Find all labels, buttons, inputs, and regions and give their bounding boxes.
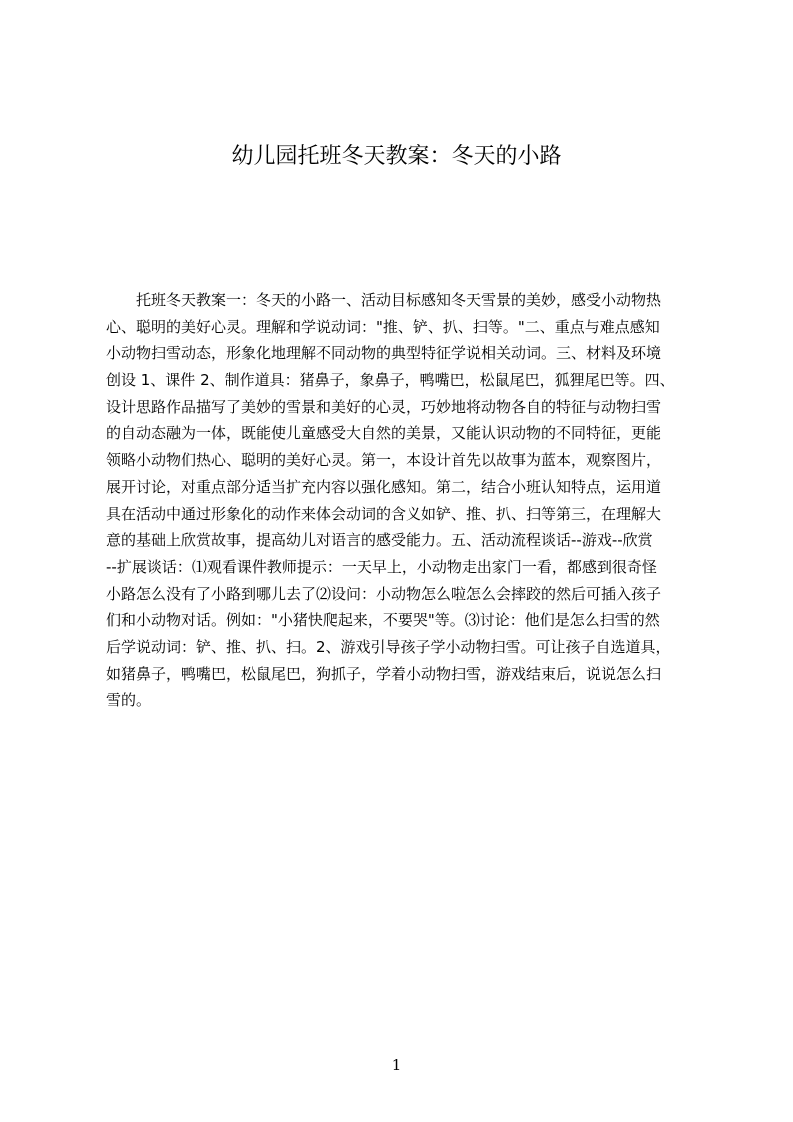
page-title: 幼儿园托班冬天教案：冬天的小路 <box>231 144 562 169</box>
paragraph-line: 具在活动中通过形象化的动作来体会动词的含义如铲、推、扒、扫等第三，在理解大 <box>106 504 662 523</box>
paragraph-line: 托班冬天教案一：冬天的小路一、活动目标感知冬天雪景的美妙，感受小动物热 <box>136 291 662 309</box>
paragraph-line: 意的基础上欣赏故事，提高幼儿对语言的感受能力。五、活动流程谈话--游戏--欣赏 <box>106 531 653 550</box>
paragraph-line: 小动物扫雪动态，形象化地理解不同动物的典型特征学说相关动词。三、材料及环境 <box>106 344 662 363</box>
paragraph-line: 心、聪明的美好心灵。理解和学说动词："推、铲、扒、扫等。"二、重点与难点感知 <box>106 317 660 336</box>
paragraph-line: --扩展谈话：⑴观看课件教师提示：一天早上，小动物走出家门一看，都感到很奇怪 <box>106 557 657 576</box>
paragraph-line: 如猪鼻子，鸭嘴巴，松鼠尾巴，狗抓子，学着小动物扫雪，游戏结束后，说说怎么扫 <box>106 664 662 683</box>
paragraph-line: 创设 1、课件 2、制作道具：猪鼻子，象鼻子，鸭嘴巴，松鼠尾巴，狐狸尾巴等。四、 <box>106 371 675 390</box>
paragraph-line: 雪的。 <box>106 691 152 710</box>
paragraph-line: 展开讨论，对重点部分适当扩充内容以强化感知。第二，结合小班认知特点，运用道 <box>106 477 662 496</box>
paragraph-line: 后学说动词：铲、推、扒、扫。2、游戏引导孩子学小动物扫雪。可让孩子自选道具， <box>106 637 671 656</box>
paragraph-line: 的自动态融为一体，既能使儿童感受大自然的美景，又能认识动物的不同特征，更能 <box>106 424 662 443</box>
page-number: 1 <box>391 1056 402 1074</box>
body-paragraph <box>106 287 698 714</box>
paragraph-line: 小路怎么没有了小路到哪儿去了⑵设问：小动物怎么啦怎么会摔跤的然后可插入孩子 <box>106 584 662 603</box>
paragraph-line: 领略小动物们热心、聪明的美好心灵。第一，本设计首先以故事为蓝本，观察图片， <box>106 451 662 470</box>
paragraph-line: 设计思路作品描写了美妙的雪景和美好的心灵，巧妙地将动物各自的特征与动物扫雪 <box>106 397 662 416</box>
paragraph-line: 们和小动物对话。例如："小猪快爬起来，不要哭"等。⑶讨论：他们是怎么扫雪的然 <box>106 611 660 630</box>
